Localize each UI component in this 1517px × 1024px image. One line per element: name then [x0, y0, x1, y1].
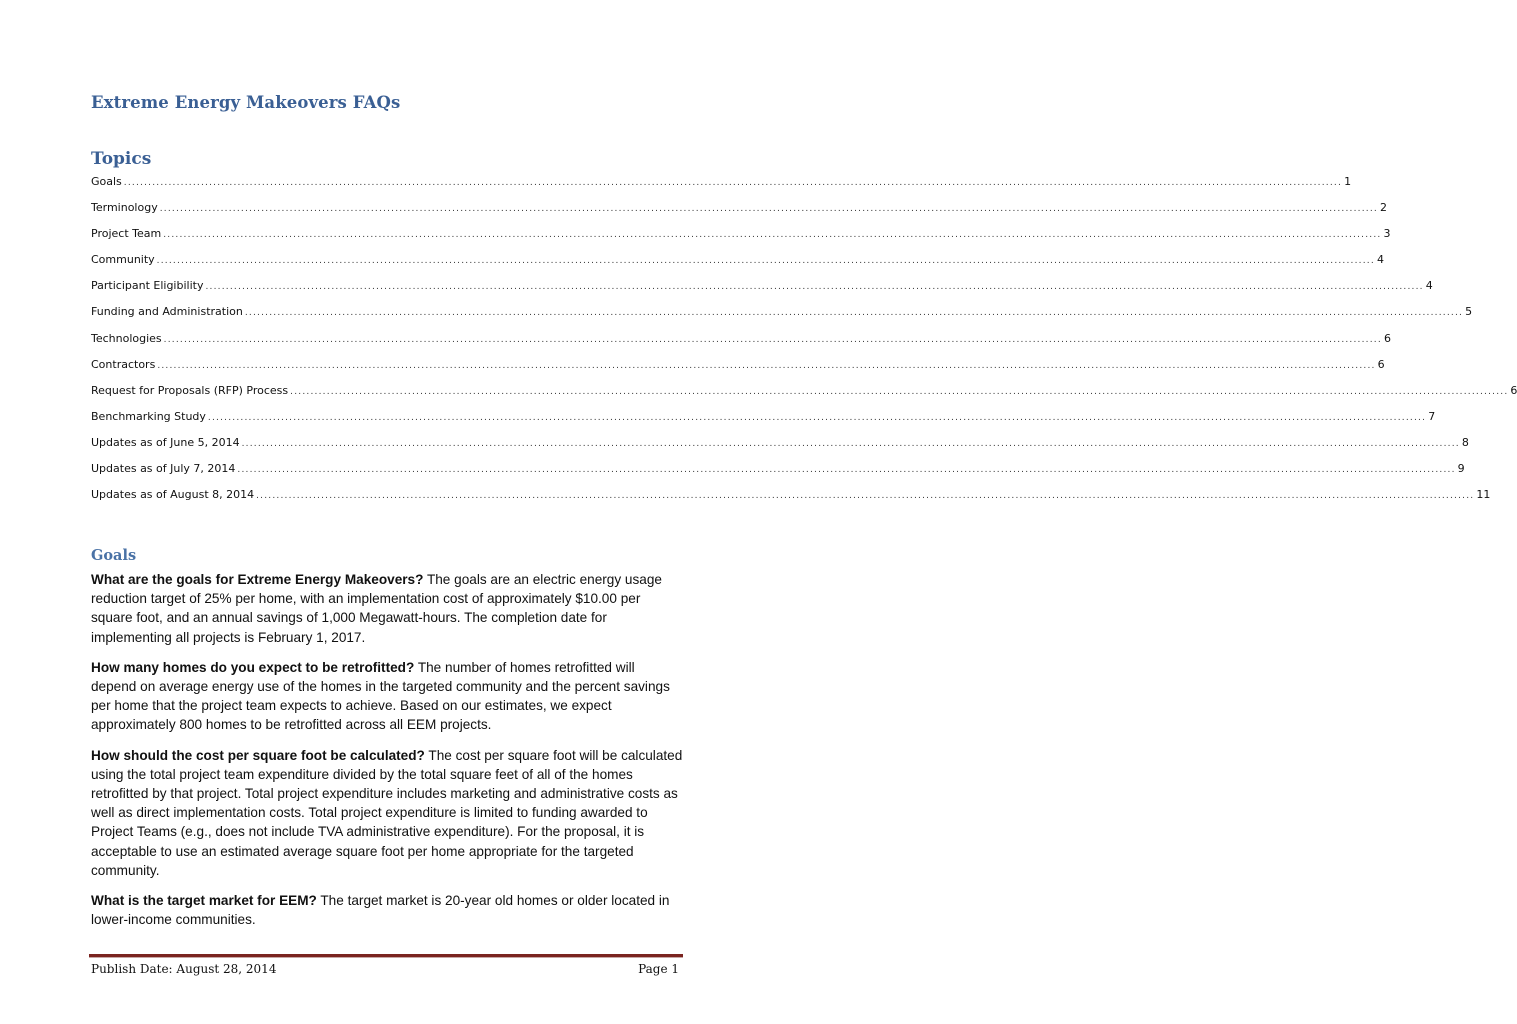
toc-dot-leader: ............................................................................................................................................................................................................................................................................................................: [290, 386, 1509, 397]
toc-entry-page: 5: [1465, 305, 1473, 319]
toc-entry[interactable]: [91, 331, 1391, 357]
footer-page-number: Page 1: [638, 962, 679, 976]
toc-entry[interactable]: [91, 409, 1436, 435]
toc-entry-page: 9: [1457, 462, 1465, 476]
toc-entry-page: 4: [1376, 253, 1384, 267]
footer-publish-date: Publish Date: August 28, 2014: [91, 962, 277, 976]
faq-question: What are the goals for Extreme Energy Makeovers?: [91, 572, 424, 587]
toc-dot-leader: ............................................................................................................................................................................................................................................................................................................: [241, 438, 1460, 449]
toc-entry-page: 4: [1425, 279, 1433, 293]
faq-item: [91, 746, 683, 880]
toc-entry-label: Updates as of June 5, 2014: [91, 435, 240, 449]
toc-entry-page: 6: [1377, 357, 1385, 371]
toc-entry-label: Contractors: [91, 357, 156, 371]
faq-answer: The goals are an electric energy usage reduction target of 25% per home, with an implementation cost of approximately $10.00 per square foot, and an annual savings of 1,000 Megawatt-hours. The completion date for implementing all projects is February 1, 2017.: [91, 572, 662, 645]
faq-item: [91, 891, 683, 929]
toc-dot-leader: ............................................................................................................................................................................................................................................................................................................: [205, 282, 1424, 293]
toc-entry-label: Funding and Administration: [91, 305, 243, 319]
toc-entry-label: Technologies: [91, 331, 162, 345]
table-of-contents: [91, 174, 1517, 513]
toc-entry-label: Community: [91, 253, 155, 267]
toc-entry-page: 6: [1510, 383, 1517, 397]
toc-dot-leader: ............................................................................................................................................................................................................................................................................................................: [123, 178, 1343, 188]
toc-entry[interactable]: [91, 174, 1352, 200]
faq-item: [91, 570, 683, 647]
toc-entry-page: 3: [1383, 227, 1391, 241]
toc-entry-page: 6: [1383, 331, 1391, 345]
toc-entry[interactable]: [91, 357, 1385, 383]
toc-entry-page: 7: [1428, 409, 1436, 423]
toc-entry[interactable]: [91, 383, 1517, 409]
faq-answer: The cost per square foot will be calculated using the total project team expenditure divided by the total square feet of all of the homes retrofitted by that project. Total project expenditure includes marketing and administrative costs as well as direct implementation costs. Total project expenditure is limited to funding awarded to Project Teams (e.g., does not include TVA administrative expenditure). For the proposal, it is acceptable to use an estimated average square foot per home appropriate for the targeted community.: [91, 747, 683, 878]
toc-entry-page: 8: [1461, 435, 1469, 449]
toc-entry-page: 1: [1344, 175, 1352, 188]
faq-question: How should the cost per square foot be calculated?: [91, 747, 425, 763]
toc-entry[interactable]: [91, 435, 1469, 461]
faq-question: How many homes do you expect to be retrofitted?: [91, 659, 415, 675]
toc-dot-leader: ............................................................................................................................................................................................................................................................................................................: [159, 204, 1378, 215]
goals-heading: Goals: [91, 547, 137, 564]
toc-entry-page: 2: [1379, 201, 1387, 215]
toc-dot-leader: ............................................................................................................................................................................................................................................................................................................: [156, 256, 1375, 267]
toc-entry-page: 11: [1476, 488, 1491, 502]
toc-dot-leader: ............................................................................................................................................................................................................................................................................................................: [237, 465, 1456, 476]
toc-dot-leader: ............................................................................................................................................................................................................................................................................................................: [207, 412, 1427, 423]
toc-dot-leader: ............................................................................................................................................................................................................................................................................................................: [256, 491, 1475, 502]
toc-entry[interactable]: [91, 226, 1391, 252]
toc-entry-label: Updates as of August 8, 2014: [91, 488, 255, 502]
toc-entry[interactable]: [91, 252, 1384, 278]
toc-entry[interactable]: [91, 487, 1491, 513]
topics-heading: Topics: [91, 149, 152, 169]
toc-dot-leader: ............................................................................................................................................................................................................................................................................................................: [163, 230, 1382, 241]
footer-rule: [89, 954, 683, 958]
toc-entry-label: Project Team: [91, 227, 162, 241]
faq-item: [91, 658, 683, 735]
faq-answer: The target market is 20-year old homes or older located in lower-income communities.: [91, 893, 670, 928]
toc-entry[interactable]: [91, 304, 1473, 330]
toc-entry-label: Terminology: [91, 201, 158, 215]
faq-question: What is the target market for EEM?: [91, 893, 317, 909]
document-title: Extreme Energy Makeovers FAQs: [91, 93, 401, 112]
toc-entry-label: Updates as of July 7, 2014: [91, 462, 236, 476]
goals-faq-list: [91, 570, 683, 940]
toc-dot-leader: ............................................................................................................................................................................................................................................................................................................: [163, 334, 1382, 345]
toc-entry-label: Goals: [91, 175, 122, 188]
toc-entry[interactable]: [91, 461, 1465, 487]
toc-entry[interactable]: [91, 200, 1387, 226]
toc-entry-label: Participant Eligibility: [91, 279, 204, 293]
toc-dot-leader: ............................................................................................................................................................................................................................................................................................................: [157, 360, 1376, 371]
toc-entry-label: Request for Proposals (RFP) Process: [91, 383, 289, 397]
toc-entry-label: Benchmarking Study: [91, 409, 206, 423]
toc-entry[interactable]: [91, 278, 1433, 304]
faq-answer: The number of homes retrofitted will depend on average energy use of the homes in the targeted community and the percent savings per home that the project team expects to achieve. Based on our estimates, we expect approximately 800 homes to be retrofitted across all EEM projects.: [91, 659, 670, 733]
toc-dot-leader: ............................................................................................................................................................................................................................................................................................................: [244, 308, 1464, 319]
